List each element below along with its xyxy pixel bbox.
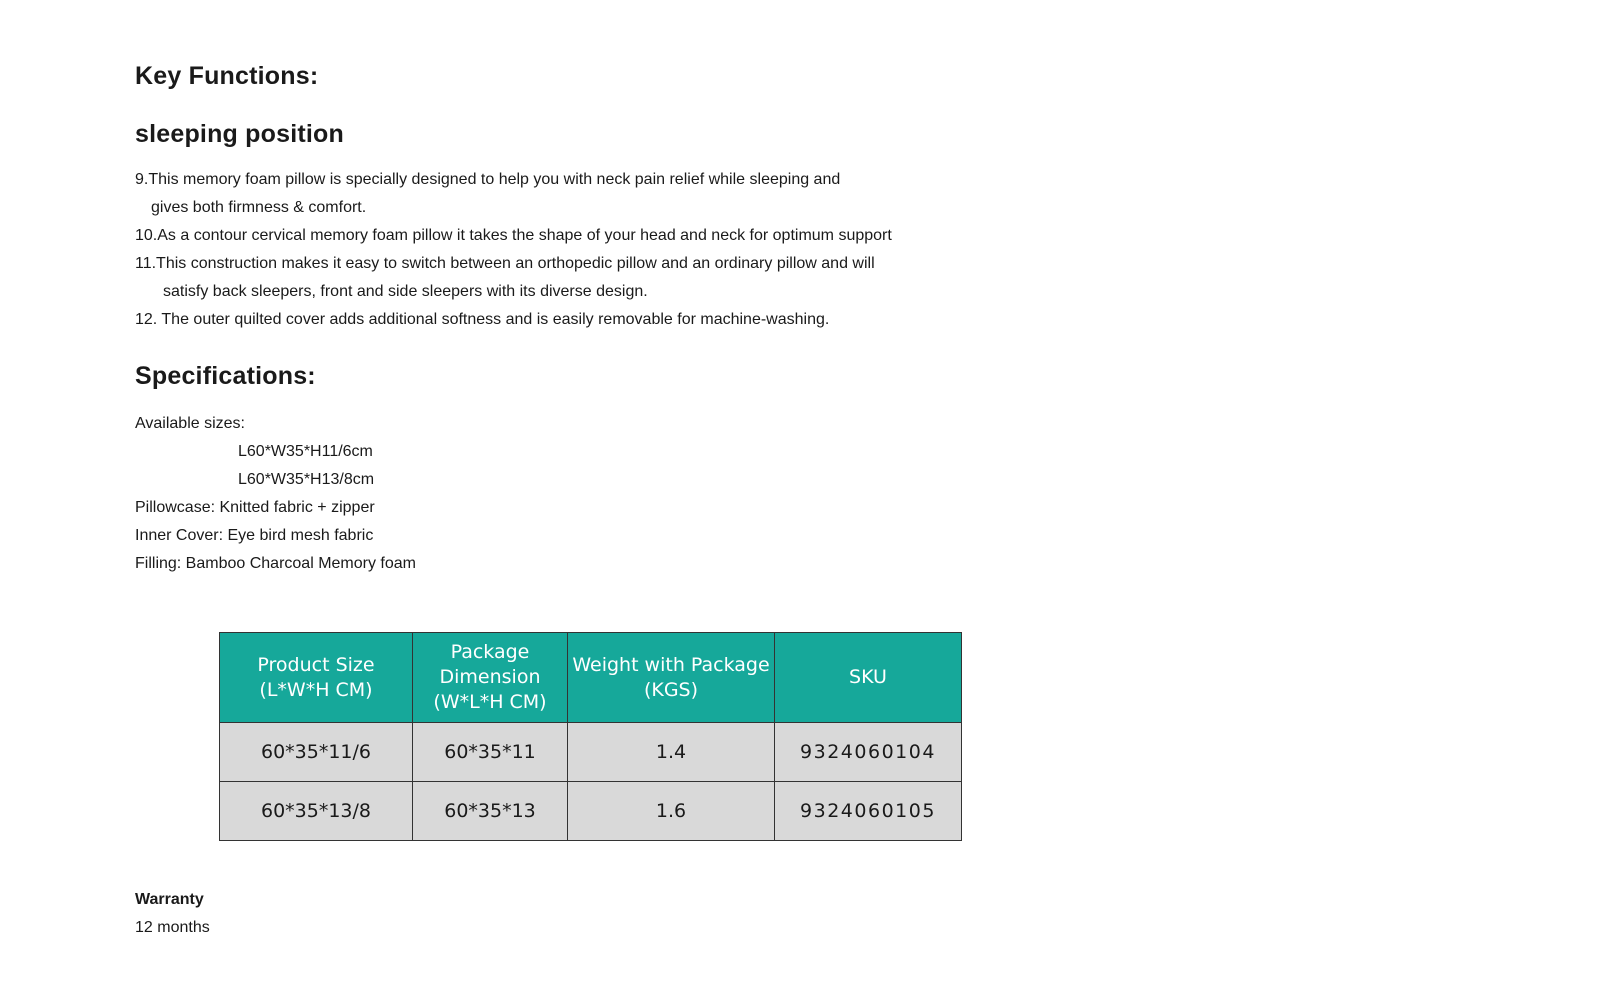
- filling-spec: Filling: Bamboo Charcoal Memory foam: [135, 555, 416, 572]
- function-text: 12. The outer quilted cover adds additional softness and is easily removable for machine-washing.: [135, 311, 830, 328]
- header-line: Package: [450, 641, 530, 663]
- inner-cover-spec: Inner Cover: Eye bird mesh fabric: [135, 527, 374, 544]
- cell-product-size: 60*35*11/6: [220, 723, 413, 782]
- cell-weight: 1.4: [568, 723, 775, 782]
- warranty-title: Warranty: [135, 891, 204, 908]
- sizes-label: Available sizes:: [135, 415, 245, 432]
- function-text-continued: gives both firmness & comfort.: [151, 199, 367, 216]
- warranty-value: 12 months: [135, 919, 210, 936]
- size-option: L60*W35*H11/6cm: [238, 443, 373, 460]
- header-line: (KGS): [643, 678, 699, 701]
- functions-list: [135, 166, 995, 334]
- function-text: 11.This construction makes it easy to switch between an orthopedic pillow and an ordinary pillow and will: [135, 255, 875, 272]
- header-line: Product Size: [257, 653, 375, 676]
- cell-sku: 9324060105: [775, 782, 962, 841]
- header-line: Dimension: [439, 666, 541, 688]
- table-row: [220, 782, 962, 841]
- cell-package-dimension: 60*35*11: [413, 723, 568, 782]
- pillowcase-spec: Pillowcase: Knitted fabric + zipper: [135, 499, 375, 516]
- product-spec-table: [219, 632, 962, 841]
- header-line: SKU: [849, 666, 887, 688]
- function-item-12: [135, 306, 995, 334]
- specifications-list: [135, 410, 416, 578]
- header-line: (L*W*H CM): [259, 678, 373, 701]
- header-sku: [775, 633, 962, 723]
- cell-weight: 1.6: [568, 782, 775, 841]
- function-item-11: [135, 250, 995, 306]
- key-functions-heading: Key Functions:: [135, 62, 319, 90]
- table-row: [220, 723, 962, 782]
- table-header-row: [220, 633, 962, 723]
- cell-sku: 9324060104: [775, 723, 962, 782]
- header-weight: [568, 633, 775, 723]
- function-text: 9.This memory foam pillow is specially designed to help you with neck pain relief while sleeping and: [135, 171, 841, 188]
- header-line: (W*L*H CM): [433, 691, 547, 713]
- function-item-10: [135, 222, 995, 250]
- specifications-heading: Specifications:: [135, 362, 316, 390]
- cell-package-dimension: 60*35*13: [413, 782, 568, 841]
- function-text: 10.As a contour cervical memory foam pillow it takes the shape of your head and neck for optimum support: [135, 227, 892, 244]
- header-line: Weight with Package: [572, 653, 770, 676]
- header-package-dimension: [413, 633, 568, 723]
- size-option: L60*W35*H13/8cm: [238, 471, 375, 488]
- function-text-continued: satisfy back sleepers, front and side sleepers with its diverse design.: [163, 283, 648, 300]
- sleeping-position-heading: sleeping position: [135, 120, 344, 148]
- header-product-size: [220, 633, 413, 723]
- function-item-9: [135, 166, 995, 222]
- cell-product-size: 60*35*13/8: [220, 782, 413, 841]
